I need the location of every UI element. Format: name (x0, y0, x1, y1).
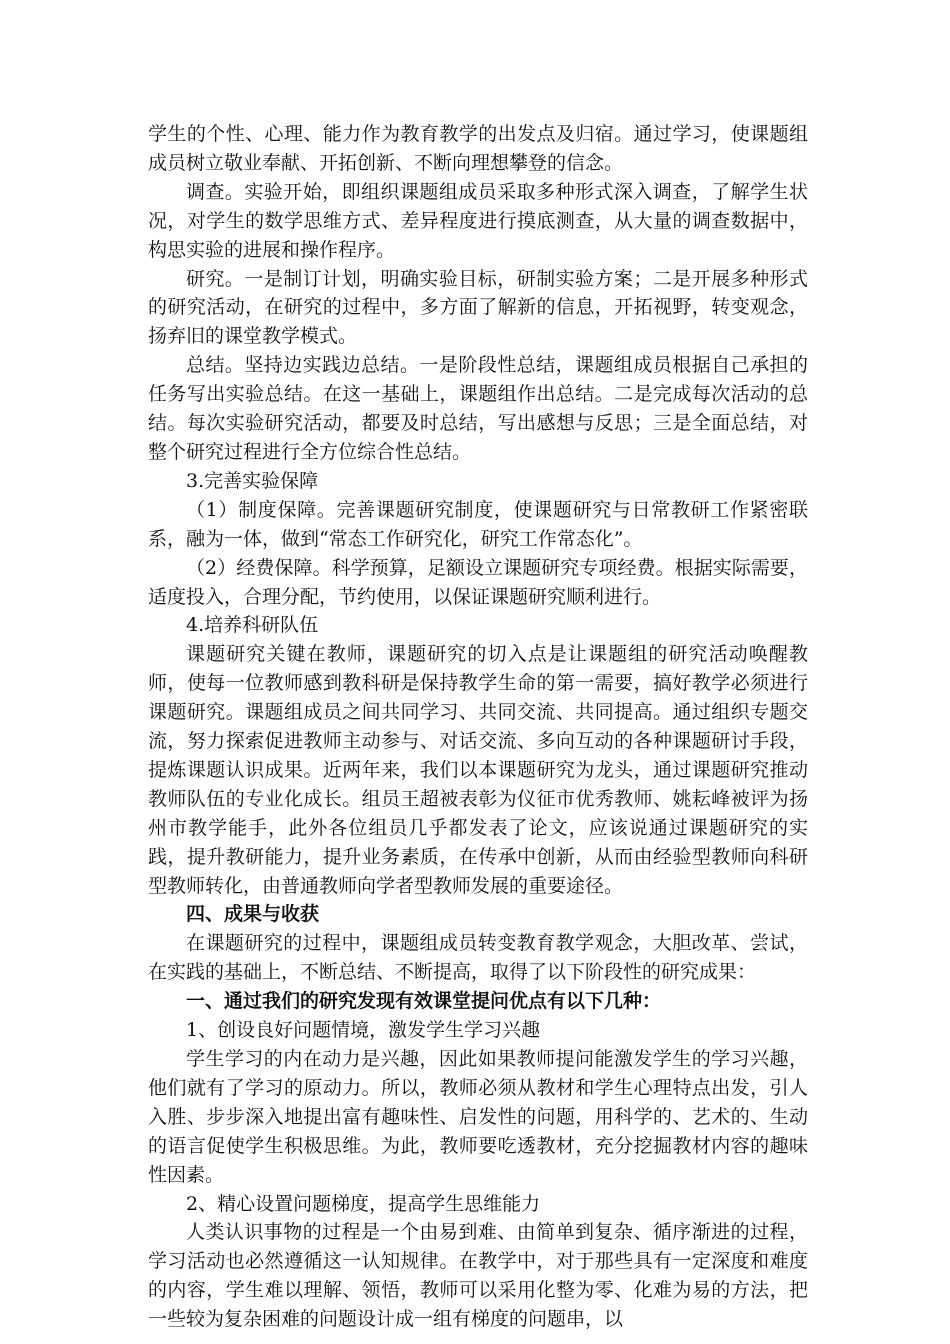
subheading-experiment-guarantee: 3.完善实验保障 (186, 469, 319, 492)
heading-questioning-advantages: 一、通过我们的研究发现有效课堂提问优点有以下几种： (186, 990, 662, 1013)
paragraph: 学生的个性、心理、能力作为教育教学的出发点及归宿。通过学习，使课题组成员树立敬业奉献、开拓创新、不断向理想攀登的信念。 (148, 123, 808, 174)
subheading-question-gradient: 2、精心设置问题梯度，提高学生思维能力 (186, 1192, 541, 1215)
section-heading-results: 四、成果与收获 (186, 903, 320, 926)
subheading-problem-situation: 1、创设良好问题情境，激发学生学习兴趣 (186, 1019, 541, 1042)
paragraph-gradient: 人类认识事物的过程是一个由易到难、由简单到复杂、循序渐进的过程，学习活动也必然遵循这一认知规律。在教学中，对于那些具有一定深度和难度的内容，学生难以理解、领悟，教师可以采用化整为零、化难为易的方法，把一些较为复杂困难的问题设计成一组有梯度的问题串，以 (148, 1221, 808, 1331)
paragraph-system-guarantee: （1）制度保障。完善课题研究制度，使课题研究与日常教研工作紧密联系，融为一体，做到“常态工作研究化，研究工作常态化”。 (148, 498, 808, 550)
subheading-research-team: 4.培养科研队伍 (186, 614, 319, 637)
paragraph-results-intro: 在课题研究的过程中，课题组成员转变教育教学观念，大胆改革、尝试，在实践的基础上，不断总结、不断提高，取得了以下阶段性的研究成果： (148, 932, 808, 984)
document-body (148, 120, 808, 1334)
paragraph-interest: 学生学习的内在动力是兴趣，因此如果教师提问能激发学生的学习兴趣，他们就有了学习的原动力。所以，教师必须从教材和学生心理特点出发，引人入胜、步步深入地提出富有趣味性、启发性的问题，用科学的、艺术的、生动的语言促使学生积极思维。为此，教师要吃透教材，充分挖掘教材内容的趣味性因素。 (148, 1048, 808, 1186)
paragraph-survey: 调查。实验开始，即组织课题组成员采取多种形式深入调查，了解学生状况，对学生的数学思维方式、差异程度进行摸底测查，从大量的调查数据中，构思实验的进展和操作程序。 (148, 180, 808, 261)
paragraph-team: 课题研究关键在教师，课题研究的切入点是让课题组的研究活动唤醒教师，使每一位教师感到教科研是保持教学生命的第一需要，搞好教学必须进行课题研究。课题组成员之间共同学习、共同交流、共同提高。通过组织专题交流，努力探索促进教师主动参与、对话交流、多向互动的各种课题研讨手段，提炼课题认识成果。近两年来，我们以本课题研究为龙头，通过课题研究推动教师队伍的专业化成长。组员王超被表彰为仪征市优秀教师、姚耘峰被评为扬州市教学能手，此外各位组员几乎都发表了论文，应该说通过课题研究的实践，提升教研能力，提升业务素质，在传承中创新，从而由经验型教师向科研型教师转化，由普通教师向学者型教师发展的重要途径。 (148, 643, 808, 897)
paragraph-research: 研究。一是制订计划，明确实验目标，研制实验方案；二是开展多种形式的研究活动，在研究的过程中，多方面了解新的信息，开拓视野，转变观念，扬弃旧的课堂教学模式。 (148, 267, 808, 348)
paragraph-summary: 总结。坚持边实践边总结。一是阶段性总结，课题组成员根据自己承担的任务写出实验总结。在这一基础上，课题组作出总结。二是完成每次活动的总结。每次实验研究活动，都要及时总结，写出感想与反思；三是全面总结，对整个研究过程进行全方位综合性总结。 (148, 354, 808, 463)
paragraph-funding-guarantee: （2）经费保障。科学预算，足额设立课题研究专项经费。根据实际需要，适度投入，合理分配，节约使用，以保证课题研究顺利进行。 (148, 556, 808, 608)
